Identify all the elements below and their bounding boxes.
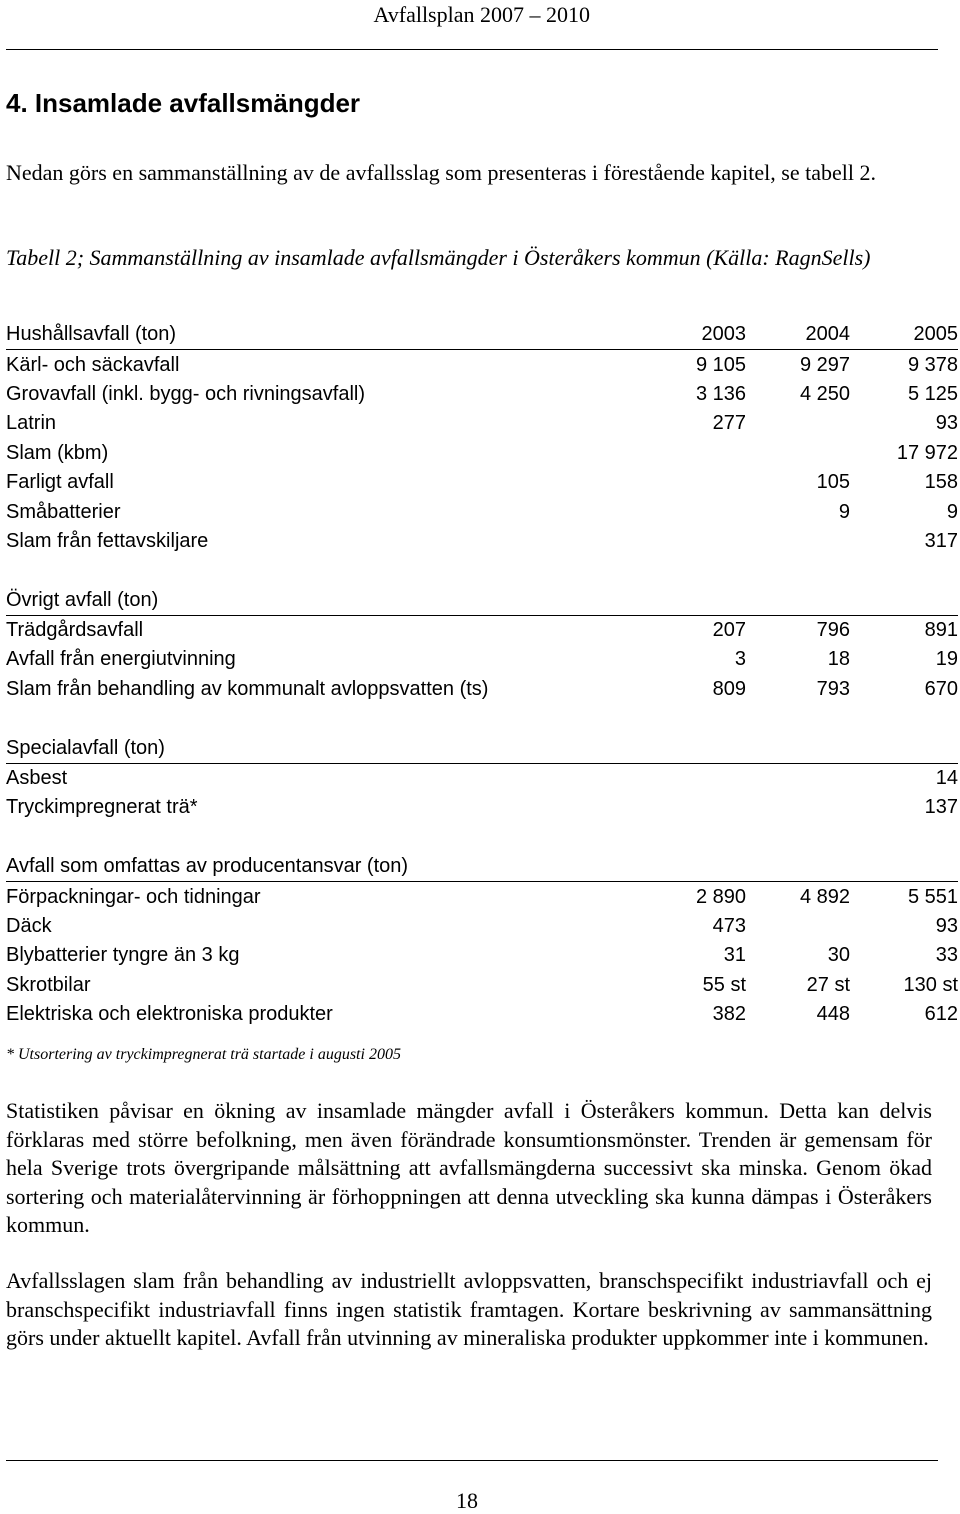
row-value: 9 105: [695, 353, 746, 376]
row-label: Asbest: [6, 767, 68, 790]
section-spacer: [6, 823, 958, 852]
row-label: Elektriska och elektroniska produkter: [6, 1003, 333, 1026]
row-value: 9 297: [799, 353, 850, 376]
row-value: 105: [816, 471, 850, 494]
row-label: Slam från fettavskiljare: [6, 529, 209, 552]
section-header-row: [6, 320, 958, 350]
section-title: Specialavfall (ton): [6, 733, 638, 763]
row-value: 14: [935, 767, 958, 790]
section-header-row: [6, 852, 958, 882]
table-row: [6, 912, 958, 941]
row-label: Farligt avfall: [6, 471, 114, 494]
row-value: 9: [838, 500, 850, 523]
row-label: Förpackningar- och tidningar: [6, 885, 261, 908]
row-value: 793: [816, 677, 850, 700]
year-header: [746, 586, 850, 616]
row-value: 5 125: [907, 382, 958, 405]
row-value: 382: [712, 1003, 746, 1026]
section-title: Övrigt avfall (ton): [6, 586, 638, 616]
row-value: 796: [816, 619, 850, 642]
row-value: [638, 468, 746, 497]
year-header: [746, 733, 850, 763]
row-value: [638, 793, 746, 822]
row-value: 2 890: [695, 885, 746, 908]
page-number: 18: [456, 1488, 478, 1513]
row-label: Slam från behandling av kommunalt avloppsvatten (ts): [6, 677, 489, 700]
row-value: 3 136: [695, 382, 746, 405]
table-row: [6, 793, 958, 822]
row-label: Grovavfall (inkl. bygg- och rivningsavfall): [6, 382, 366, 405]
row-label: Blybatterier tyngre än 3 kg: [6, 944, 240, 967]
row-label: Tryckimpregnerat trä*: [6, 796, 198, 819]
table-row: [6, 468, 958, 497]
year-header: [638, 733, 746, 763]
row-value: 9 378: [907, 353, 958, 376]
row-value: 30: [827, 944, 850, 967]
row-label: Latrin: [6, 412, 57, 435]
row-value: 9: [946, 500, 958, 523]
row-value: 5 551: [907, 885, 958, 908]
row-value: 448: [816, 1003, 850, 1026]
row-value: [638, 497, 746, 526]
section-header-row: [6, 733, 958, 763]
waste-table: [6, 320, 958, 1029]
row-value: [746, 409, 850, 438]
section-header-row: [6, 586, 958, 616]
row-value: 207: [712, 619, 746, 642]
row-label: Däck: [6, 915, 52, 937]
row-value: 130 st: [903, 973, 958, 996]
row-value: [638, 439, 746, 468]
table-row: [6, 527, 958, 556]
table-row: [6, 941, 958, 970]
row-label: Slam (kbm): [6, 441, 109, 464]
row-value: [746, 527, 850, 556]
footer-rule: [6, 1460, 938, 1461]
row-label: Trädgårdsavfall: [6, 619, 144, 642]
row-value: [638, 763, 746, 793]
table-row: [6, 497, 958, 526]
footnote: * Utsortering av tryckimpregnerat trä startade i augusti 2005: [6, 1046, 401, 1063]
row-label: Avfall från energiutvinning: [6, 648, 236, 671]
row-value: 93: [935, 915, 958, 937]
year-header: 2005: [850, 320, 958, 350]
running-header: Avfallsplan 2007 – 2010: [373, 2, 590, 27]
row-value: 33: [935, 944, 958, 967]
intro-paragraph: Nedan görs en sammanställning av de avfallsslag som presenteras i förestående kapitel, se tabell 2.: [6, 160, 876, 185]
year-header: [638, 586, 746, 616]
section-heading: 4. Insamlade avfallsmängder: [6, 88, 361, 118]
year-header: 2004: [746, 320, 850, 350]
row-value: [746, 912, 850, 941]
row-value: 670: [924, 677, 958, 700]
row-value: 137: [924, 796, 958, 819]
year-header: [746, 852, 850, 882]
header-rule: [6, 49, 938, 50]
year-header: [850, 733, 958, 763]
row-value: 612: [924, 1003, 958, 1026]
row-value: 4 250: [799, 382, 850, 405]
row-value: 277: [712, 412, 746, 435]
row-value: 4 892: [799, 885, 850, 908]
table-row: [6, 1000, 958, 1029]
row-value: 18: [827, 648, 850, 671]
table-row: [6, 882, 958, 912]
table-row: [6, 971, 958, 1000]
year-header: [850, 852, 958, 882]
row-label: Småbatterier: [6, 500, 121, 523]
row-value: 17 972: [896, 441, 958, 464]
row-value: 473: [712, 915, 746, 937]
row-value: 19: [935, 648, 958, 671]
table-row: [6, 675, 958, 704]
row-value: 31: [723, 944, 746, 967]
row-value: 55 st: [702, 973, 746, 996]
row-value: 93: [935, 412, 958, 435]
row-value: 27 st: [806, 973, 850, 996]
row-value: [638, 527, 746, 556]
table-caption: Tabell 2; Sammanställning av insamlade avfallsmängder i Österåkers kommun (Källa: RagnSells): [6, 245, 871, 270]
section-title: Avfall som omfattas av producentansvar (ton): [6, 852, 638, 882]
table-row: [6, 380, 958, 409]
row-value: 891: [924, 619, 958, 642]
year-header: [638, 852, 746, 882]
table-row: [6, 409, 958, 438]
table-row: [6, 645, 958, 674]
table-row: [6, 763, 958, 793]
year-header: 2003: [638, 320, 746, 350]
table-row: [6, 350, 958, 380]
year-header: [850, 586, 958, 616]
row-label: Skrotbilar: [6, 973, 91, 996]
section-title: Hushållsavfall (ton): [6, 320, 638, 350]
row-value: [746, 793, 850, 822]
row-label: Kärl- och säckavfall: [6, 353, 180, 376]
row-value: 317: [924, 529, 958, 552]
table-row: [6, 439, 958, 468]
row-value: 3: [734, 648, 746, 671]
row-value: 809: [712, 677, 746, 700]
paragraph-missing-statistics: Avfallsslagen slam från behandling av industriellt avloppsvatten, branschspecifikt industriavfall och ej branschspecifikt industriavfall finns ingen statistik framtagen. Kortare beskrivning av sammansättning görs under aktuellt kapitel. Avfall från utvinning av mineraliska produkter uppkommer inte i kommunen.: [6, 1268, 932, 1350]
row-value: [746, 439, 850, 468]
section-spacer: [6, 704, 958, 733]
row-value: [746, 763, 850, 793]
row-value: 158: [924, 471, 958, 494]
paragraph-statistics: Statistiken påvisar en ökning av insamlade mängder avfall i Österåkers kommun. Detta kan delvis förklaras med större befolkning, men även förändrade konsumtionsmönster. Trenden är gemensam för hela Sverige trots övergripande målsättning att avfallsmängderna successivt ska minska. Genom ökad sortering och materialåtervinning är förhoppningen att denna utveckling ska kunna dämpas i Österåkers kommun.: [6, 1098, 932, 1237]
section-spacer: [6, 556, 958, 585]
table-row: [6, 615, 958, 645]
